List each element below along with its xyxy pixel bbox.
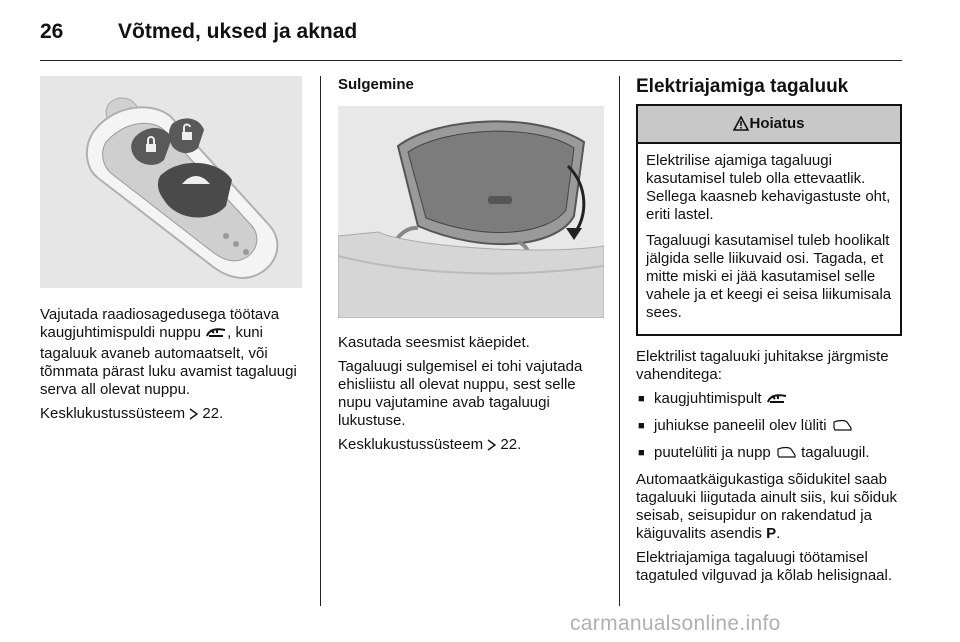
column-1 (40, 76, 302, 431)
col3-automatic-paragraph: Automaatkäigukastiga sõidukitel saab tagaluuki liigutada ainult siis, kui sõiduk seisab, seisupidur on rakendatud ja käiguvalits asendis P. (636, 471, 897, 542)
col2-paragraph1: Kasutada seesmist käepidet. (338, 334, 530, 351)
page-number: 26 (40, 20, 64, 43)
column-divider-1 (320, 76, 321, 606)
key-fob-figure (40, 76, 302, 288)
warning-triangle-icon (733, 109, 749, 145)
list-item: ■ puutelüliti ja nupp tagaluugil. (636, 444, 902, 465)
list-item: ■ juhiukse paneelil olev lüliti (636, 417, 902, 438)
power-tailgate-heading: Elektriajamiga tagaluuk (636, 76, 849, 97)
col2-reference: Kesklukustussüsteem 22. (338, 436, 604, 456)
warning-header (638, 106, 900, 144)
page-reference-arrow-icon (189, 407, 198, 425)
bullet-icon: ■ (638, 447, 645, 459)
tailgate-outline-icon (775, 446, 797, 465)
tailgate-outline-icon (831, 419, 853, 438)
warning-body (638, 144, 900, 334)
key-fob-illustration (40, 76, 302, 288)
bullet-icon: ■ (638, 393, 645, 405)
col3-last-paragraph: Elektriajamiga tagaluugi töötamisel tagatuled vilguvad ja kõlab helisignaal. (636, 549, 893, 584)
tailgate-figure (338, 106, 604, 318)
list-item: ■ kaugjuhtimispult (636, 390, 902, 411)
col3-intro: Elektrilist tagaluuki juhitakse järgmiste vahenditega: (636, 348, 889, 383)
closing-heading: Sulgemine (338, 76, 414, 93)
tailgate-icon (766, 392, 788, 411)
col1-paragraph: Vajutada raadiosagedusega töötava kaugjuhtimispuldi nuppu , kuni tagaluuk avaneb automaatselt, või tõmmata pärast luku avamist tagaluugi serva all olevat nuppu. (40, 306, 297, 398)
bullet-icon: ■ (638, 420, 645, 432)
col1-reference: Kesklukustussüsteem 22. (40, 405, 302, 425)
page-reference-arrow-icon (487, 438, 496, 456)
warning-title: Hoiatus (749, 115, 805, 132)
warning-paragraph2: Tagaluugi kasutamisel tuleb hoolikalt jälgida selle liikuvaid osi. Tagada, et mitte miski ei jää kasutamisel selle vahele ja et keegi ei seisa liikumisala sees. (646, 232, 892, 321)
col2-paragraph2: Tagaluugi sulgemisel ei tohi vajutada ehisliistu all olevat nuppu, sest selle nupu vajutamine avab tagaluugi lukustuse. (338, 358, 583, 429)
control-list (636, 390, 902, 465)
column-2 (338, 76, 604, 462)
header-rule (40, 60, 902, 61)
column-divider-2 (619, 76, 620, 606)
watermark: carmanualsonline.info (570, 612, 781, 635)
warning-paragraph1: Elektrilise ajamiga tagaluugi kasutamisel tuleb olla ettevaatlik. Sellega kaasneb kehavigastuste oht, eriti lastel. (646, 152, 891, 223)
tailgate-icon (205, 326, 227, 345)
warning-box (636, 104, 902, 336)
column-3 (636, 76, 902, 591)
gear-p-label: P (766, 525, 777, 542)
running-title: Võtmed, uksed ja aknad (118, 20, 358, 43)
tailgate-illustration (338, 106, 604, 318)
